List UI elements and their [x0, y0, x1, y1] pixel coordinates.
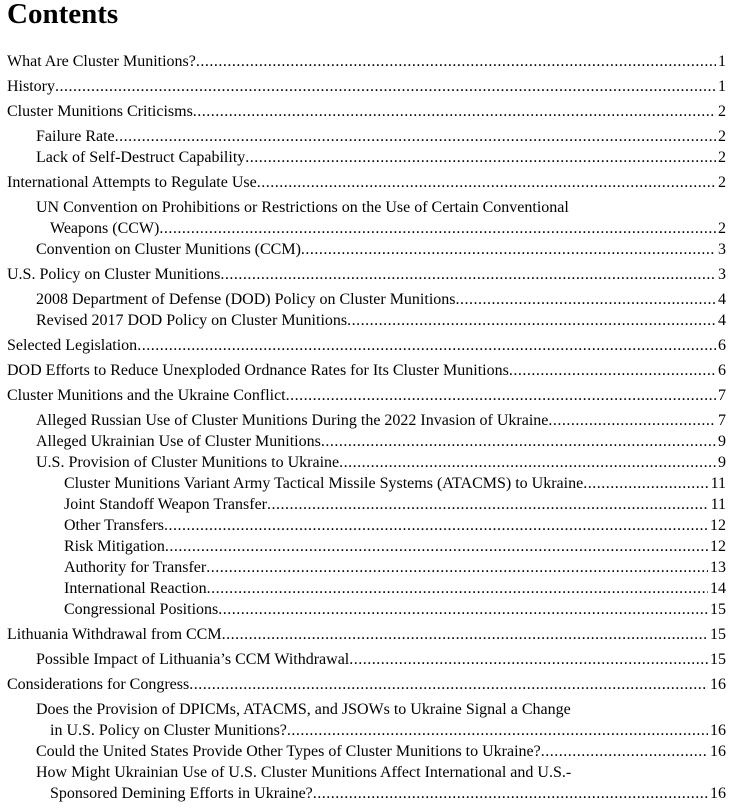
toc-page-number: 13	[710, 559, 726, 576]
dot-leader	[347, 310, 716, 331]
toc-page-number: 6	[718, 337, 726, 354]
toc-entry[interactable]	[0, 264, 726, 285]
toc-entry[interactable]	[0, 649, 726, 670]
toc-entry[interactable]	[0, 172, 726, 193]
toc-page-number: 14	[710, 580, 726, 597]
dot-leader	[287, 720, 708, 741]
toc-entry-title: Joint Standoff Weapon Transfer	[64, 496, 267, 513]
toc-page-number: 7	[718, 387, 726, 404]
dot-leader	[196, 51, 716, 72]
toc-entry-title: Congressional Positions	[64, 601, 219, 618]
toc-entry[interactable]	[0, 335, 726, 356]
toc-page-number: 11	[710, 496, 726, 513]
toc-entry-title: Alleged Russian Use of Cluster Munitions During the 2022 Invasion of Ukraine	[36, 412, 549, 429]
toc-entry-title: Considerations for Congress	[7, 676, 190, 693]
toc-entry-title-continued: in U.S. Policy on Cluster Munitions?	[50, 722, 287, 739]
toc-entry-title: History	[7, 78, 55, 95]
toc-entry[interactable]	[0, 101, 726, 122]
toc-entry-title: Convention on Cluster Munitions (CCM)	[36, 241, 301, 258]
toc-page-number: 1	[718, 78, 726, 95]
toc-page-number: 16	[710, 785, 726, 802]
toc-entry-title: Alleged Ukrainian Use of Cluster Munitions	[36, 433, 321, 450]
toc-page-number: 2	[718, 128, 726, 145]
toc-page-number: 4	[718, 312, 726, 329]
toc-entry[interactable]	[0, 385, 726, 406]
toc-entry[interactable]	[0, 699, 726, 741]
dot-leader	[189, 674, 708, 695]
toc-entry[interactable]	[0, 310, 726, 331]
dot-leader	[267, 494, 709, 515]
dot-leader	[455, 289, 716, 310]
toc-entry-title: Authority for Transfer	[64, 559, 207, 576]
page-title: Contents	[7, 0, 119, 30]
toc-page-number: 11	[710, 475, 726, 492]
toc-page-number: 16	[710, 676, 726, 693]
toc-entry[interactable]	[0, 239, 726, 260]
toc-entry[interactable]	[0, 51, 726, 72]
toc-entry[interactable]	[0, 410, 726, 431]
toc-entry[interactable]	[0, 557, 726, 578]
toc-entry-title: Does the Provision of DPICMs, ATACMS, and JSOWs to Ukraine Signal a Change	[36, 701, 571, 718]
toc-page-number: 3	[718, 241, 726, 258]
dot-leader	[321, 431, 716, 452]
toc-entry-title: International Reaction	[64, 580, 207, 597]
toc-entry[interactable]	[0, 431, 726, 452]
toc-entry[interactable]	[0, 515, 726, 536]
toc-entry[interactable]	[0, 494, 726, 515]
toc-page-number: 3	[718, 266, 726, 283]
dot-leader	[206, 557, 708, 578]
toc-entry-title: What Are Cluster Munitions?	[7, 53, 196, 70]
dot-leader	[218, 599, 708, 620]
toc-page-number: 15	[710, 626, 726, 643]
dot-leader	[159, 218, 716, 239]
toc-page-number: 9	[718, 433, 726, 450]
toc-entry-title: Selected Legislation	[7, 337, 138, 354]
toc-entry[interactable]	[0, 762, 726, 804]
dot-leader	[222, 624, 708, 645]
dot-leader	[193, 101, 716, 122]
toc-entry[interactable]	[0, 741, 726, 762]
toc-entry-title: U.S. Provision of Cluster Munitions to Ukraine	[36, 454, 340, 471]
toc-entry-title: Lack of Self-Destruct Capability	[36, 149, 246, 166]
toc-entry[interactable]	[0, 536, 726, 557]
toc-entry-title: Other Transfers	[64, 517, 164, 534]
toc-page-number: 16	[710, 722, 726, 739]
dot-leader	[301, 239, 716, 260]
dot-leader	[286, 385, 716, 406]
toc-page-number: 4	[718, 291, 726, 308]
toc-page-number: 12	[710, 538, 726, 555]
toc-entry[interactable]	[0, 599, 726, 620]
toc-page-number: 2	[718, 149, 726, 166]
toc-entry-title: International Attempts to Regulate Use	[7, 174, 257, 191]
toc-entry-title: 2008 Department of Defense (DOD) Policy on Cluster Munitions	[36, 291, 456, 308]
dot-leader	[313, 783, 708, 804]
dot-leader	[55, 76, 716, 97]
dot-leader	[541, 741, 708, 762]
dot-leader	[339, 452, 716, 473]
toc-entry-title: Lithuania Withdrawal from CCM	[7, 626, 222, 643]
toc-entry-title: Risk Mitigation	[64, 538, 165, 555]
toc-entry[interactable]	[0, 578, 726, 599]
toc-page-number: 15	[710, 651, 726, 668]
dot-leader	[349, 649, 708, 670]
dot-leader	[245, 147, 716, 168]
toc-page-number: 6	[718, 362, 726, 379]
toc-page-number: 9	[718, 454, 726, 471]
toc-entry[interactable]	[0, 624, 726, 645]
toc-entry[interactable]	[0, 76, 726, 97]
toc-page-number: 2	[718, 220, 726, 237]
dot-leader	[257, 172, 716, 193]
toc-entry-title: Cluster Munitions and the Ukraine Conflict	[7, 387, 286, 404]
dot-leader	[164, 515, 708, 536]
toc-entry-title: Could the United States Provide Other Types of Cluster Munitions to Ukraine?	[36, 743, 541, 760]
toc-entry-title: Possible Impact of Lithuania’s CCM Withdrawal	[36, 651, 350, 668]
toc-entry-title: Failure Rate	[36, 128, 115, 145]
toc-entry-title: Cluster Munitions Variant Army Tactical Missile Systems (ATACMS) to Ukraine	[64, 475, 584, 492]
toc-page-number: 2	[718, 103, 726, 120]
toc-page-number: 1	[718, 53, 726, 70]
toc-entry[interactable]	[0, 289, 726, 310]
toc-page-number: 2	[718, 174, 726, 191]
table-of-contents	[0, 51, 726, 804]
toc-entry-title-continued: Sponsored Demining Efforts in Ukraine?	[50, 785, 313, 802]
toc-entry-title: Cluster Munitions Criticisms	[7, 103, 193, 120]
dot-leader	[583, 473, 708, 494]
toc-page-number: 15	[710, 601, 726, 618]
toc-entry-title: How Might Ukrainian Use of U.S. Cluster Munitions Affect International and U.S.-	[36, 764, 572, 781]
toc-entry-title: U.S. Policy on Cluster Munitions	[7, 266, 221, 283]
dot-leader	[165, 536, 708, 557]
toc-entry[interactable]	[0, 452, 726, 473]
dot-leader	[115, 126, 716, 147]
toc-entry-title-continued: Weapons (CCW)	[50, 220, 160, 237]
dot-leader	[207, 578, 708, 599]
toc-entry[interactable]	[0, 197, 726, 239]
toc-page-number: 12	[710, 517, 726, 534]
toc-entry[interactable]	[0, 360, 726, 381]
toc-entry[interactable]	[0, 473, 726, 494]
toc-entry-title: UN Convention on Prohibitions or Restrictions on the Use of Certain Conventional	[36, 199, 569, 216]
toc-entry[interactable]	[0, 126, 726, 147]
dot-leader	[220, 264, 716, 285]
toc-page-number: 7	[718, 412, 726, 429]
toc-page-number: 16	[710, 743, 726, 760]
toc-entry[interactable]	[0, 674, 726, 695]
toc-entry-title: DOD Efforts to Reduce Unexploded Ordnance Rates for Its Cluster Munitions	[7, 362, 509, 379]
dot-leader	[548, 410, 716, 431]
dot-leader	[137, 335, 716, 356]
toc-entry[interactable]	[0, 147, 726, 168]
toc-entry-title: Revised 2017 DOD Policy on Cluster Munitions	[36, 312, 348, 329]
dot-leader	[509, 360, 716, 381]
